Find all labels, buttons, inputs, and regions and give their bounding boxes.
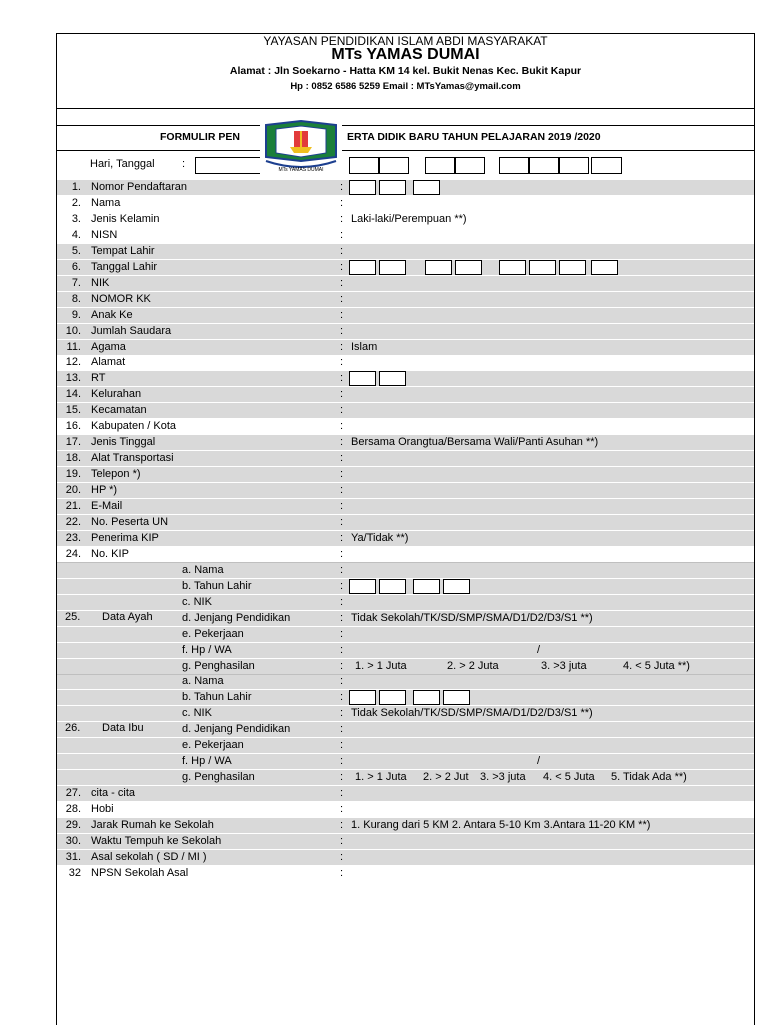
income-option[interactable]: 2. > 2 Juta (447, 659, 499, 672)
field-colon: : (340, 292, 344, 305)
field-row (57, 499, 754, 514)
field-colon: : (340, 595, 344, 608)
field-number: 21. (65, 500, 81, 512)
input-box[interactable] (443, 579, 470, 594)
income-option[interactable]: 4. < 5 Juta **) (623, 659, 690, 672)
field-label: Anak Ke (91, 308, 133, 321)
father-row (57, 579, 754, 594)
field-row (57, 419, 754, 434)
field-row (57, 834, 754, 849)
father-row (57, 595, 754, 610)
field-label: Alamat (91, 356, 126, 369)
field-colon: : (340, 866, 344, 879)
income-option[interactable]: 3. >3 juta (480, 771, 526, 784)
input-box[interactable] (413, 180, 440, 195)
income-option[interactable]: 1. > 1 Juta (355, 659, 407, 672)
field-colon: : (340, 436, 344, 449)
field-value[interactable]: Ya/Tidak **) (351, 531, 409, 544)
field-label: Agama (91, 340, 126, 353)
input-box[interactable] (379, 690, 406, 705)
header-divider-top (57, 108, 754, 109)
field-colon: : (340, 803, 344, 816)
field-label: Tanggal Lahir (91, 260, 158, 273)
field-number: 2. (71, 196, 81, 209)
field-label: Kelurahan (91, 388, 142, 401)
input-box[interactable] (349, 690, 376, 705)
input-box[interactable] (425, 260, 452, 275)
date-box[interactable] (591, 157, 622, 174)
field-number: 11. (66, 340, 81, 353)
father-row (57, 643, 754, 658)
date-box[interactable] (379, 157, 409, 174)
field-row (57, 451, 754, 466)
field-row (57, 371, 754, 386)
field-row (57, 228, 754, 243)
field-number: 13. (65, 372, 81, 385)
field-label: NPSN Sekolah Asal (91, 866, 189, 879)
field-row (57, 515, 754, 530)
phone-separator: / (537, 643, 541, 656)
field-value[interactable]: Tidak Sekolah/TK/SD/SMP/SMA/D1/D2/D3/S1 **) (351, 611, 593, 624)
field-label: Jarak Rumah ke Sekolah (91, 819, 214, 831)
field-row (57, 324, 754, 339)
field-number: 12. (65, 356, 81, 369)
field-colon: : (340, 563, 344, 576)
registration-form-page (56, 33, 755, 1025)
mother-row (57, 770, 754, 785)
field-label: Tempat Lahir (91, 244, 155, 257)
field-number: 16. (65, 420, 81, 433)
phone-separator: / (537, 755, 541, 768)
field-row (57, 308, 754, 323)
field-label: cita - cita (91, 787, 136, 800)
input-box[interactable] (379, 579, 406, 594)
subfield-label: g. Penghasilan (182, 771, 255, 784)
mother-row (57, 754, 754, 769)
field-number: 24. (65, 547, 81, 560)
input-box[interactable] (455, 260, 482, 275)
field-number: 18. (65, 452, 81, 465)
field-value[interactable]: 1. Kurang dari 5 KM 2. Antara 5-10 Km 3.Antara 11-20 KM **) (351, 819, 651, 831)
date-box[interactable] (455, 157, 485, 174)
date-box[interactable] (559, 157, 589, 174)
income-option[interactable]: 3. >3 juta (541, 659, 587, 672)
field-row (57, 818, 754, 833)
subfield-label: b. Tahun Lahir (182, 691, 252, 704)
father-row (57, 627, 754, 642)
subfield-label: e. Pekerjaan (182, 627, 244, 640)
field-row (57, 850, 754, 865)
field-number: 27. (65, 787, 81, 800)
father-group-divider (57, 562, 754, 563)
input-box[interactable] (349, 260, 376, 275)
input-box[interactable] (379, 180, 406, 195)
field-number: 7. (71, 276, 81, 289)
subfield-label: d. Jenjang Pendidikan (182, 723, 291, 736)
field-colon: : (340, 771, 344, 784)
field-row (57, 276, 754, 291)
field-label: Kecamatan (91, 404, 147, 417)
father-group-label: Data Ayah (102, 610, 153, 623)
date-label: Hari, Tanggal (90, 158, 155, 170)
mother-row (57, 722, 754, 737)
field-colon: : (340, 659, 344, 672)
header-divider-bottom (57, 125, 754, 126)
field-label: Jenis Tinggal (91, 436, 156, 449)
father-row (57, 659, 754, 674)
field-colon: : (340, 739, 344, 752)
field-number: 3. (71, 212, 81, 225)
input-box[interactable] (413, 579, 440, 594)
field-number: 19. (65, 468, 81, 481)
field-row (57, 180, 754, 195)
field-label: RT (91, 372, 106, 385)
mother-row (57, 706, 754, 721)
field-row (57, 467, 754, 482)
mother-group-number: 26. (65, 722, 81, 735)
income-option[interactable]: 2. > 2 Jut (423, 771, 469, 784)
field-colon: : (340, 452, 344, 465)
field-number: 17. (65, 436, 81, 449)
logo-caption: MTs YAMAS DUMAI (278, 167, 324, 173)
input-box[interactable] (443, 690, 470, 705)
input-box[interactable] (349, 180, 376, 195)
field-value[interactable]: Laki-laki/Perempuan **) (351, 212, 467, 225)
mother-row (57, 674, 754, 689)
field-colon: : (340, 547, 344, 560)
field-row (57, 435, 754, 450)
field-value[interactable]: Islam (351, 340, 378, 353)
field-number: 9. (71, 308, 81, 321)
input-box[interactable] (349, 371, 376, 386)
subfield-label: f. Hp / WA (182, 643, 232, 656)
input-box[interactable] (379, 260, 406, 275)
field-row (57, 786, 754, 801)
field-number: 6. (71, 260, 81, 273)
field-colon: : (340, 834, 344, 847)
field-number: 1. (71, 181, 81, 193)
field-row (57, 196, 754, 211)
field-colon: : (340, 324, 344, 337)
field-label: Alat Transportasi (91, 452, 174, 465)
field-colon: : (340, 260, 344, 273)
form-title-left: FORMULIR PEN (160, 131, 240, 143)
field-row (57, 355, 754, 370)
field-number: 28. (65, 803, 81, 816)
field-number: 8. (71, 292, 81, 305)
field-label: E-Mail (91, 500, 123, 512)
input-box[interactable] (499, 260, 526, 275)
field-row (57, 483, 754, 498)
field-label: NIK (91, 276, 110, 289)
field-colon: : (340, 579, 344, 592)
mother-row (57, 690, 754, 705)
field-colon: : (340, 484, 344, 497)
field-label: Asal sekolah ( SD / MI ) (91, 850, 207, 863)
mother-group-divider (57, 674, 754, 675)
field-row (57, 387, 754, 402)
field-label: Nomor Pendaftaran (91, 181, 187, 193)
father-row (57, 611, 754, 626)
field-number: 5. (71, 244, 81, 257)
field-value[interactable]: Tidak Sekolah/TK/SD/SMP/SMA/D1/D2/D3/S1 **) (351, 707, 593, 720)
field-label: Jenis Kelamin (91, 212, 160, 225)
field-colon: : (340, 420, 344, 433)
field-colon: : (340, 356, 344, 369)
field-colon: : (340, 404, 344, 417)
field-number: 31. (65, 850, 81, 863)
field-row (57, 866, 754, 881)
field-colon: : (340, 819, 344, 831)
field-number: 4. (71, 228, 81, 241)
field-label: Waktu Tempuh ke Sekolah (91, 834, 222, 847)
field-label: NISN (91, 228, 118, 241)
field-colon: : (340, 276, 344, 289)
input-box[interactable] (591, 260, 618, 275)
input-box[interactable] (413, 690, 440, 705)
field-number: 20. (65, 484, 81, 497)
field-label: No. KIP (91, 547, 129, 560)
date-box[interactable] (349, 157, 379, 174)
field-label: Kabupaten / Kota (91, 420, 177, 433)
field-row (57, 292, 754, 307)
field-label: Jumlah Saudara (91, 324, 172, 337)
field-number: 23. (65, 531, 81, 544)
date-box[interactable] (425, 157, 455, 174)
subfield-label: a. Nama (182, 563, 224, 576)
field-colon: : (340, 244, 344, 257)
subfield-label: b. Tahun Lahir (182, 579, 252, 592)
field-number: 32 (68, 866, 81, 879)
father-row (57, 563, 754, 578)
field-row (57, 531, 754, 546)
field-label: Penerima KIP (91, 531, 159, 544)
field-number: 14. (65, 388, 81, 401)
field-colon: : (340, 850, 344, 863)
form-title-right: ERTA DIDIK BARU TAHUN PELAJARAN 2019 /2020 (347, 131, 601, 143)
date-box[interactable] (499, 157, 529, 174)
field-colon: : (340, 181, 344, 193)
field-row (57, 403, 754, 418)
field-row (57, 212, 754, 227)
field-number: 15. (65, 404, 81, 417)
field-colon: : (340, 707, 344, 720)
mother-row (57, 738, 754, 753)
field-colon: : (340, 691, 344, 704)
field-number: 29. (65, 819, 81, 831)
field-value[interactable]: Bersama Orangtua/Bersama Wali/Panti Asuhan **) (351, 436, 599, 449)
field-colon: : (340, 627, 344, 640)
school-logo (260, 117, 342, 175)
school-contact: Hp : 0852 6586 5259 Email : MTsYamas@ymail.com (290, 81, 521, 92)
foundation-name: YAYASAN PENDIDIKAN ISLAM ABDI MASYARAKAT (263, 34, 548, 48)
school-name: MTs YAMAS DUMAI (331, 46, 480, 63)
field-row (57, 340, 754, 355)
school-address: Alamat : Jln Soekarno - Hatta KM 14 kel. Bukit Nenas Kec. Bukit Kapur (229, 65, 582, 77)
field-number: 22. (65, 515, 81, 528)
date-colon: : (182, 158, 186, 170)
field-colon: : (340, 787, 344, 800)
field-label: Nama (91, 196, 121, 209)
subfield-label: d. Jenjang Pendidikan (182, 611, 291, 624)
field-colon: : (340, 308, 344, 321)
subfield-label: g. Penghasilan (182, 659, 255, 672)
income-option[interactable]: 4. < 5 Juta (543, 771, 595, 784)
field-colon: : (340, 531, 344, 544)
field-colon: : (340, 675, 344, 688)
field-label: Telepon *) (91, 468, 141, 481)
income-option[interactable]: 1. > 1 Juta (355, 771, 407, 784)
field-label: NOMOR KK (91, 292, 151, 305)
field-number: 10. (65, 324, 81, 337)
field-colon: : (340, 212, 344, 225)
field-colon: : (340, 372, 344, 385)
income-option[interactable]: 5. Tidak Ada **) (611, 771, 687, 784)
subfield-label: c. NIK (182, 595, 212, 608)
subfield-label: c. NIK (182, 707, 212, 720)
field-colon: : (340, 500, 344, 512)
date-box[interactable] (529, 157, 559, 174)
subfield-label: e. Pekerjaan (182, 739, 244, 752)
field-colon: : (340, 228, 344, 241)
input-box[interactable] (559, 260, 586, 275)
mother-group-label: Data Ibu (102, 722, 144, 735)
field-colon: : (340, 388, 344, 401)
field-colon: : (340, 468, 344, 481)
field-row (57, 260, 754, 275)
field-colon: : (340, 611, 344, 624)
field-colon: : (340, 340, 344, 353)
field-row (57, 802, 754, 817)
field-colon: : (340, 515, 344, 528)
field-label: No. Peserta UN (91, 515, 169, 528)
field-colon: : (340, 196, 344, 209)
field-colon: : (340, 755, 344, 768)
subfield-label: f. Hp / WA (182, 755, 232, 768)
field-colon: : (340, 723, 344, 736)
subfield-label: a. Nama (182, 675, 224, 688)
input-box[interactable] (379, 371, 406, 386)
field-number: 30. (65, 834, 81, 847)
date-day-box[interactable] (195, 157, 261, 174)
input-box[interactable] (529, 260, 556, 275)
input-box[interactable] (349, 579, 376, 594)
field-label: HP *) (91, 484, 118, 497)
field-label: Hobi (91, 803, 114, 816)
field-row (57, 547, 754, 562)
field-row (57, 244, 754, 259)
father-group-number: 25. (65, 610, 81, 623)
title-divider (57, 150, 754, 151)
field-colon: : (340, 643, 344, 656)
